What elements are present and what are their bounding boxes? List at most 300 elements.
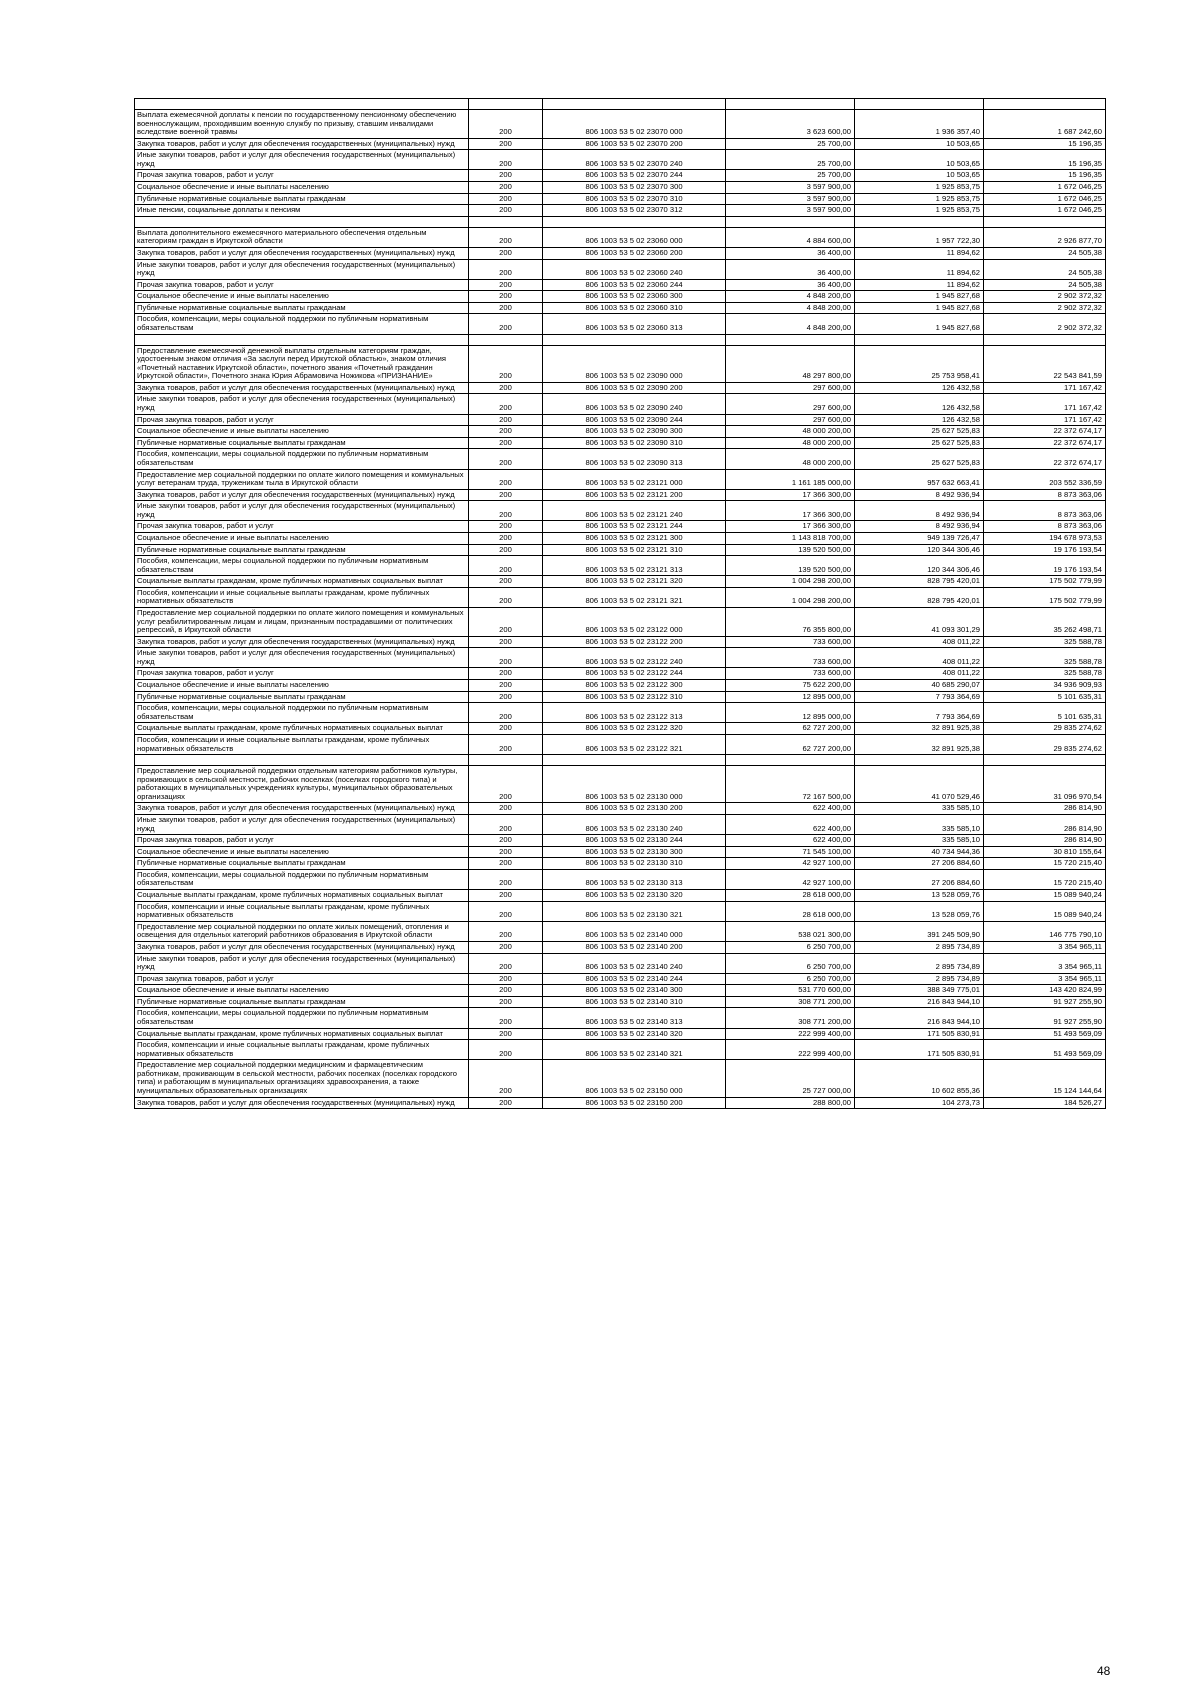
row-kbk-cell: 806 1003 53 5 02 23122 240 [543, 648, 726, 668]
row-name-cell: Пособия, компенсации, меры социальной поддержки по публичным нормативным обязательствам [135, 449, 469, 469]
table-row [135, 1060, 1106, 1097]
row-kbk-cell: 806 1003 53 5 02 23122 244 [543, 668, 726, 680]
row-rest-cell: 15 720 215,40 [984, 869, 1106, 889]
row-kbk-cell: 806 1003 53 5 02 23070 244 [543, 170, 726, 182]
row-kbk-cell: 806 1003 53 5 02 23090 313 [543, 449, 726, 469]
row-plan-cell: 72 167 500,00 [726, 766, 855, 803]
row-code-cell: 200 [469, 279, 543, 291]
row-kbk-cell: 806 1003 53 5 02 23140 244 [543, 973, 726, 985]
row-name-cell: Предоставление мер социальной поддержки по оплате жилого помещения и коммунальных услуг ветеранам труда, труженикам тыла в Иркутской области [135, 469, 469, 489]
row-done-cell: 13 528 059,76 [855, 901, 984, 921]
row-name-cell: Иные пенсии, социальные доплаты к пенсиям [135, 205, 469, 217]
row-name-cell: Иные закупки товаров, работ и услуг для обеспечения государственных (муниципальных) нужд [135, 259, 469, 279]
row-done-cell: 335 585,10 [855, 803, 984, 815]
row-done-cell: 32 891 925,38 [855, 723, 984, 735]
table-row [135, 291, 1106, 303]
row-name-cell [135, 334, 469, 345]
row-kbk-cell: 806 1003 53 5 02 23140 000 [543, 921, 726, 941]
table-row [135, 556, 1106, 576]
row-code-cell: 200 [469, 259, 543, 279]
row-done-cell: 27 206 884,60 [855, 858, 984, 870]
row-kbk-cell: 806 1003 53 5 02 23122 320 [543, 723, 726, 735]
row-plan-cell: 25 700,00 [726, 138, 855, 150]
row-done-cell [855, 99, 984, 110]
row-plan-cell: 308 771 200,00 [726, 1008, 855, 1028]
table-row [135, 247, 1106, 259]
row-kbk-cell: 806 1003 53 5 02 23060 000 [543, 227, 726, 247]
row-name-cell: Иные закупки товаров, работ и услуг для обеспечения государственных (муниципальных) нужд [135, 953, 469, 973]
row-name-cell: Предоставление мер социальной поддержки отдельным категориям работников культуры, проживающих в сельской местности, рабочих поселках (поселках городского типа) и работающих в муниципальных учреждениях культуры, муниципальных образовательных организациях [135, 766, 469, 803]
row-kbk-cell: 806 1003 53 5 02 23150 200 [543, 1097, 726, 1109]
row-plan-cell: 733 600,00 [726, 636, 855, 648]
row-kbk-cell: 806 1003 53 5 02 23140 320 [543, 1028, 726, 1040]
row-plan-cell: 297 600,00 [726, 414, 855, 426]
row-code-cell: 200 [469, 921, 543, 941]
row-name-cell: Социальные выплаты гражданам, кроме публичных нормативных социальных выплат [135, 576, 469, 588]
table-row [135, 138, 1106, 150]
row-done-cell: 7 793 364,69 [855, 703, 984, 723]
row-name-cell: Закупка товаров, работ и услуг для обеспечения государственных (муниципальных) нужд [135, 382, 469, 394]
row-kbk-cell [543, 216, 726, 227]
row-plan-cell: 3 623 600,00 [726, 110, 855, 139]
row-kbk-cell: 806 1003 53 5 02 23090 244 [543, 414, 726, 426]
row-code-cell: 200 [469, 723, 543, 735]
table-row [135, 489, 1106, 501]
row-done-cell: 171 505 830,91 [855, 1028, 984, 1040]
row-kbk-cell: 806 1003 53 5 02 23070 310 [543, 193, 726, 205]
row-plan-cell: 531 770 600,00 [726, 985, 855, 997]
row-done-cell: 391 245 509,90 [855, 921, 984, 941]
row-done-cell: 25 627 525,83 [855, 449, 984, 469]
row-code-cell: 200 [469, 382, 543, 394]
row-plan-cell: 62 727 200,00 [726, 734, 855, 754]
row-done-cell: 335 585,10 [855, 835, 984, 847]
row-code-cell: 200 [469, 544, 543, 556]
row-plan-cell: 3 597 900,00 [726, 205, 855, 217]
row-code-cell: 200 [469, 648, 543, 668]
row-code-cell: 200 [469, 138, 543, 150]
row-name-cell: Закупка товаров, работ и услуг для обеспечения государственных (муниципальных) нужд [135, 803, 469, 815]
table-row [135, 996, 1106, 1008]
row-rest-cell: 325 588,78 [984, 636, 1106, 648]
row-plan-cell: 139 520 500,00 [726, 544, 855, 556]
row-rest-cell: 24 505,38 [984, 259, 1106, 279]
row-name-cell: Прочая закупка товаров, работ и услуг [135, 414, 469, 426]
table-row [135, 345, 1106, 382]
row-kbk-cell [543, 334, 726, 345]
row-done-cell: 335 585,10 [855, 815, 984, 835]
row-rest-cell: 286 814,90 [984, 803, 1106, 815]
row-code-cell [469, 334, 543, 345]
row-kbk-cell [543, 755, 726, 766]
table-row [135, 835, 1106, 847]
row-plan-cell: 12 895 000,00 [726, 703, 855, 723]
row-name-cell: Пособия, компенсации, меры социальной поддержки по публичным нормативным обязательствам [135, 556, 469, 576]
row-done-cell: 10 503,65 [855, 170, 984, 182]
table-row [135, 449, 1106, 469]
row-name-cell: Социальное обеспечение и иные выплаты населению [135, 985, 469, 997]
row-rest-cell: 8 873 363,06 [984, 521, 1106, 533]
row-kbk-cell: 806 1003 53 5 02 23070 240 [543, 150, 726, 170]
row-name-cell: Пособия, компенсации и иные социальные выплаты гражданам, кроме публичных нормативных обязательств [135, 734, 469, 754]
row-rest-cell: 30 810 155,64 [984, 846, 1106, 858]
row-rest-cell: 91 927 255,90 [984, 1008, 1106, 1028]
row-name-cell [135, 755, 469, 766]
row-plan-cell [726, 216, 855, 227]
row-code-cell: 200 [469, 426, 543, 438]
row-rest-cell: 15 196,35 [984, 138, 1106, 150]
row-rest-cell: 325 588,78 [984, 648, 1106, 668]
row-done-cell: 11 894,62 [855, 279, 984, 291]
row-plan-cell: 4 848 200,00 [726, 302, 855, 314]
row-plan-cell: 297 600,00 [726, 394, 855, 414]
row-code-cell: 200 [469, 302, 543, 314]
row-name-cell: Закупка товаров, работ и услуг для обеспечения государственных (муниципальных) нужд [135, 489, 469, 501]
row-rest-cell: 15 089 940,24 [984, 901, 1106, 921]
row-done-cell: 216 843 944,10 [855, 996, 984, 1008]
row-plan-cell: 42 927 100,00 [726, 869, 855, 889]
row-kbk-cell: 806 1003 53 5 02 23090 300 [543, 426, 726, 438]
table-row [135, 227, 1106, 247]
row-rest-cell: 22 372 674,17 [984, 449, 1106, 469]
table-row [135, 501, 1106, 521]
row-kbk-cell: 806 1003 53 5 02 23122 310 [543, 691, 726, 703]
row-plan-cell: 25 727 000,00 [726, 1060, 855, 1097]
row-kbk-cell: 806 1003 53 5 02 23140 321 [543, 1040, 726, 1060]
row-kbk-cell: 806 1003 53 5 02 23070 312 [543, 205, 726, 217]
row-plan-cell: 42 927 100,00 [726, 858, 855, 870]
row-rest-cell: 171 167,42 [984, 414, 1106, 426]
row-code-cell: 200 [469, 170, 543, 182]
row-plan-cell: 48 000 200,00 [726, 437, 855, 449]
row-plan-cell: 48 000 200,00 [726, 426, 855, 438]
row-rest-cell: 175 502 779,99 [984, 587, 1106, 607]
row-plan-cell: 139 520 500,00 [726, 556, 855, 576]
row-name-cell: Публичные нормативные социальные выплаты гражданам [135, 858, 469, 870]
row-plan-cell: 3 597 900,00 [726, 182, 855, 194]
row-done-cell: 25 627 525,83 [855, 437, 984, 449]
row-rest-cell: 24 505,38 [984, 247, 1106, 259]
table-row [135, 858, 1106, 870]
row-kbk-cell: 806 1003 53 5 02 23130 320 [543, 890, 726, 902]
row-kbk-cell: 806 1003 53 5 02 23130 244 [543, 835, 726, 847]
row-kbk-cell: 806 1003 53 5 02 23070 000 [543, 110, 726, 139]
row-name-cell: Предоставление мер социальной поддержки по оплате жилого помещения и коммунальных услуг реабилитированным лицам и лицам, признанным пострадавшими от политических репрессий, в Иркутской области [135, 608, 469, 637]
row-name-cell: Публичные нормативные социальные выплаты гражданам [135, 437, 469, 449]
row-code-cell: 200 [469, 437, 543, 449]
row-code-cell: 200 [469, 556, 543, 576]
row-kbk-cell: 806 1003 53 5 02 23060 313 [543, 314, 726, 334]
row-done-cell: 126 432,58 [855, 382, 984, 394]
row-plan-cell: 62 727 200,00 [726, 723, 855, 735]
row-plan-cell: 36 400,00 [726, 259, 855, 279]
row-kbk-cell: 806 1003 53 5 02 23140 310 [543, 996, 726, 1008]
row-done-cell: 40 734 944,36 [855, 846, 984, 858]
row-plan-cell: 71 545 100,00 [726, 846, 855, 858]
row-name-cell: Социальное обеспечение и иные выплаты населению [135, 846, 469, 858]
table-row [135, 941, 1106, 953]
row-rest-cell: 1 687 242,60 [984, 110, 1106, 139]
row-kbk-cell: 806 1003 53 5 02 23060 200 [543, 247, 726, 259]
row-done-cell: 408 011,22 [855, 636, 984, 648]
row-kbk-cell: 806 1003 53 5 02 23122 300 [543, 680, 726, 692]
row-plan-cell: 1 143 818 700,00 [726, 532, 855, 544]
row-code-cell: 200 [469, 835, 543, 847]
row-rest-cell: 1 672 046,25 [984, 182, 1106, 194]
row-done-cell: 104 273,73 [855, 1097, 984, 1109]
row-code-cell: 200 [469, 414, 543, 426]
table-row [135, 587, 1106, 607]
row-kbk-cell: 806 1003 53 5 02 23130 321 [543, 901, 726, 921]
table-row [135, 723, 1106, 735]
row-plan-cell: 6 250 700,00 [726, 953, 855, 973]
row-kbk-cell: 806 1003 53 5 02 23130 310 [543, 858, 726, 870]
table-row [135, 901, 1106, 921]
row-code-cell: 200 [469, 973, 543, 985]
row-done-cell: 1 925 853,75 [855, 193, 984, 205]
row-plan-cell: 733 600,00 [726, 648, 855, 668]
row-kbk-cell: 806 1003 53 5 02 23140 313 [543, 1008, 726, 1028]
row-plan-cell: 622 400,00 [726, 803, 855, 815]
row-done-cell: 10 503,65 [855, 138, 984, 150]
row-name-cell: Социальные выплаты гражданам, кроме публичных нормативных социальных выплат [135, 890, 469, 902]
table-row [135, 703, 1106, 723]
table-row [135, 846, 1106, 858]
table-row [135, 532, 1106, 544]
table-row [135, 302, 1106, 314]
table-row [135, 1008, 1106, 1028]
row-code-cell: 200 [469, 846, 543, 858]
row-plan-cell: 4 848 200,00 [726, 314, 855, 334]
row-plan-cell: 622 400,00 [726, 815, 855, 835]
table-row [135, 182, 1106, 194]
row-rest-cell: 1 672 046,25 [984, 205, 1106, 217]
row-code-cell: 200 [469, 345, 543, 382]
row-kbk-cell: 806 1003 53 5 02 23150 000 [543, 1060, 726, 1097]
row-done-cell: 126 432,58 [855, 394, 984, 414]
table-row [135, 636, 1106, 648]
row-kbk-cell: 806 1003 53 5 02 23122 321 [543, 734, 726, 754]
row-plan-cell: 733 600,00 [726, 668, 855, 680]
row-code-cell [469, 755, 543, 766]
row-code-cell: 200 [469, 1008, 543, 1028]
row-kbk-cell [543, 99, 726, 110]
row-plan-cell: 28 618 000,00 [726, 901, 855, 921]
row-done-cell: 25 753 958,41 [855, 345, 984, 382]
row-rest-cell: 203 552 336,59 [984, 469, 1106, 489]
row-plan-cell: 1 004 298 200,00 [726, 587, 855, 607]
row-done-cell: 41 070 529,46 [855, 766, 984, 803]
row-kbk-cell: 806 1003 53 5 02 23121 200 [543, 489, 726, 501]
row-kbk-cell: 806 1003 53 5 02 23121 244 [543, 521, 726, 533]
row-rest-cell: 19 176 193,54 [984, 556, 1106, 576]
row-code-cell: 200 [469, 766, 543, 803]
row-name-cell: Публичные нормативные социальные выплаты гражданам [135, 691, 469, 703]
table-row [135, 1097, 1106, 1109]
row-name-cell: Пособия, компенсации, меры социальной поддержки по публичным нормативным обязательствам [135, 869, 469, 889]
row-plan-cell: 288 800,00 [726, 1097, 855, 1109]
row-done-cell: 1 925 853,75 [855, 182, 984, 194]
row-kbk-cell: 806 1003 53 5 02 23121 240 [543, 501, 726, 521]
row-kbk-cell: 806 1003 53 5 02 23060 244 [543, 279, 726, 291]
row-rest-cell: 5 101 635,31 [984, 703, 1106, 723]
table-row [135, 150, 1106, 170]
row-plan-cell: 6 250 700,00 [726, 941, 855, 953]
row-plan-cell: 36 400,00 [726, 247, 855, 259]
row-kbk-cell: 806 1003 53 5 02 23130 000 [543, 766, 726, 803]
table-row [135, 973, 1106, 985]
row-plan-cell: 297 600,00 [726, 382, 855, 394]
row-kbk-cell: 806 1003 53 5 02 23130 200 [543, 803, 726, 815]
table-row [135, 99, 1106, 110]
table-row [135, 766, 1106, 803]
row-rest-cell: 2 902 372,32 [984, 314, 1106, 334]
row-done-cell: 120 344 306,46 [855, 556, 984, 576]
row-code-cell: 200 [469, 636, 543, 648]
row-plan-cell: 1 004 298 200,00 [726, 576, 855, 588]
row-name-cell: Пособия, компенсации, меры социальной поддержки по публичным нормативным обязательствам [135, 703, 469, 723]
table-row [135, 469, 1106, 489]
row-code-cell [469, 216, 543, 227]
row-rest-cell: 175 502 779,99 [984, 576, 1106, 588]
row-rest-cell: 2 926 877,70 [984, 227, 1106, 247]
row-plan-cell: 75 622 200,00 [726, 680, 855, 692]
row-plan-cell: 308 771 200,00 [726, 996, 855, 1008]
row-done-cell: 828 795 420,01 [855, 576, 984, 588]
row-plan-cell: 4 884 600,00 [726, 227, 855, 247]
row-rest-cell: 143 420 824,99 [984, 985, 1106, 997]
table-row [135, 608, 1106, 637]
row-code-cell: 200 [469, 691, 543, 703]
row-code-cell: 200 [469, 449, 543, 469]
row-code-cell: 200 [469, 501, 543, 521]
row-done-cell: 957 632 663,41 [855, 469, 984, 489]
row-rest-cell: 22 372 674,17 [984, 426, 1106, 438]
row-name-cell: Прочая закупка товаров, работ и услуг [135, 521, 469, 533]
table-row [135, 648, 1106, 668]
row-done-cell: 171 505 830,91 [855, 1040, 984, 1060]
row-name-cell: Предоставление мер социальной поддержки медицинским и фармацевтическим работникам, проживающим в сельской местности, рабочих поселках (поселках городского типа) и работающим в муниципальных организациях здравоохранения, а также муниципальных образовательных организациях [135, 1060, 469, 1097]
row-rest-cell: 51 493 569,09 [984, 1028, 1106, 1040]
row-name-cell: Закупка товаров, работ и услуг для обеспечения государственных (муниципальных) нужд [135, 138, 469, 150]
table-row [135, 216, 1106, 227]
row-done-cell: 408 011,22 [855, 648, 984, 668]
row-code-cell: 200 [469, 150, 543, 170]
row-kbk-cell: 806 1003 53 5 02 23130 300 [543, 846, 726, 858]
table-row [135, 1028, 1106, 1040]
table-row [135, 426, 1106, 438]
row-plan-cell: 17 366 300,00 [726, 489, 855, 501]
row-plan-cell: 25 700,00 [726, 170, 855, 182]
row-rest-cell: 29 835 274,62 [984, 734, 1106, 754]
row-code-cell: 200 [469, 858, 543, 870]
table-row [135, 1040, 1106, 1060]
row-kbk-cell: 806 1003 53 5 02 23121 320 [543, 576, 726, 588]
row-done-cell: 27 206 884,60 [855, 869, 984, 889]
row-name-cell: Выплата дополнительного ежемесячного материального обеспечения отдельным категориям граждан в Иркутской области [135, 227, 469, 247]
row-name-cell [135, 99, 469, 110]
row-code-cell: 200 [469, 996, 543, 1008]
row-code-cell: 200 [469, 703, 543, 723]
row-kbk-cell: 806 1003 53 5 02 23090 000 [543, 345, 726, 382]
row-name-cell: Социальное обеспечение и иные выплаты населению [135, 532, 469, 544]
table-row [135, 414, 1106, 426]
row-kbk-cell: 806 1003 53 5 02 23090 310 [543, 437, 726, 449]
row-done-cell: 1 945 827,68 [855, 314, 984, 334]
table-row [135, 815, 1106, 835]
row-kbk-cell: 806 1003 53 5 02 23060 300 [543, 291, 726, 303]
row-done-cell [855, 216, 984, 227]
table-row [135, 680, 1106, 692]
table-row [135, 170, 1106, 182]
row-code-cell: 200 [469, 489, 543, 501]
table-row [135, 259, 1106, 279]
table-row [135, 314, 1106, 334]
table-row [135, 921, 1106, 941]
row-code-cell: 200 [469, 608, 543, 637]
table-row [135, 544, 1106, 556]
row-name-cell: Публичные нормативные социальные выплаты гражданам [135, 193, 469, 205]
row-done-cell: 828 795 420,01 [855, 587, 984, 607]
row-rest-cell: 325 588,78 [984, 668, 1106, 680]
table-body [135, 99, 1106, 1109]
row-name-cell: Социальные выплаты гражданам, кроме публичных нормативных социальных выплат [135, 723, 469, 735]
row-rest-cell: 19 176 193,54 [984, 544, 1106, 556]
row-rest-cell: 171 167,42 [984, 394, 1106, 414]
row-code-cell: 200 [469, 815, 543, 835]
row-name-cell: Прочая закупка товаров, работ и услуг [135, 973, 469, 985]
row-rest-cell [984, 99, 1106, 110]
row-done-cell: 11 894,62 [855, 259, 984, 279]
row-plan-cell: 622 400,00 [726, 835, 855, 847]
row-done-cell: 1 925 853,75 [855, 205, 984, 217]
row-code-cell: 200 [469, 803, 543, 815]
row-kbk-cell: 806 1003 53 5 02 23070 300 [543, 182, 726, 194]
row-name-cell: Закупка товаров, работ и услуг для обеспечения государственных (муниципальных) нужд [135, 941, 469, 953]
row-rest-cell: 15 089 940,24 [984, 890, 1106, 902]
row-done-cell: 40 685 290,07 [855, 680, 984, 692]
row-name-cell: Социальное обеспечение и иные выплаты населению [135, 291, 469, 303]
row-name-cell: Прочая закупка товаров, работ и услуг [135, 170, 469, 182]
table-row [135, 576, 1106, 588]
row-rest-cell: 31 096 970,54 [984, 766, 1106, 803]
row-rest-cell: 194 678 973,53 [984, 532, 1106, 544]
row-rest-cell [984, 755, 1106, 766]
row-rest-cell: 15 196,35 [984, 170, 1106, 182]
row-code-cell: 200 [469, 227, 543, 247]
row-rest-cell: 15 196,35 [984, 150, 1106, 170]
table-row [135, 382, 1106, 394]
row-plan-cell: 222 999 400,00 [726, 1040, 855, 1060]
row-done-cell: 8 492 936,94 [855, 521, 984, 533]
row-done-cell: 1 945 827,68 [855, 291, 984, 303]
row-kbk-cell: 806 1003 53 5 02 23121 321 [543, 587, 726, 607]
row-name-cell: Иные закупки товаров, работ и услуг для обеспечения государственных (муниципальных) нужд [135, 394, 469, 414]
row-plan-cell: 3 597 900,00 [726, 193, 855, 205]
row-rest-cell [984, 334, 1106, 345]
table-row [135, 803, 1106, 815]
row-code-cell: 200 [469, 521, 543, 533]
row-name-cell [135, 216, 469, 227]
page-number: 48 [1097, 1664, 1111, 1678]
row-code-cell: 200 [469, 205, 543, 217]
row-done-cell: 2 895 734,89 [855, 941, 984, 953]
row-rest-cell: 5 101 635,31 [984, 691, 1106, 703]
row-code-cell: 200 [469, 953, 543, 973]
row-rest-cell: 51 493 569,09 [984, 1040, 1106, 1060]
row-rest-cell: 91 927 255,90 [984, 996, 1106, 1008]
table-row [135, 668, 1106, 680]
